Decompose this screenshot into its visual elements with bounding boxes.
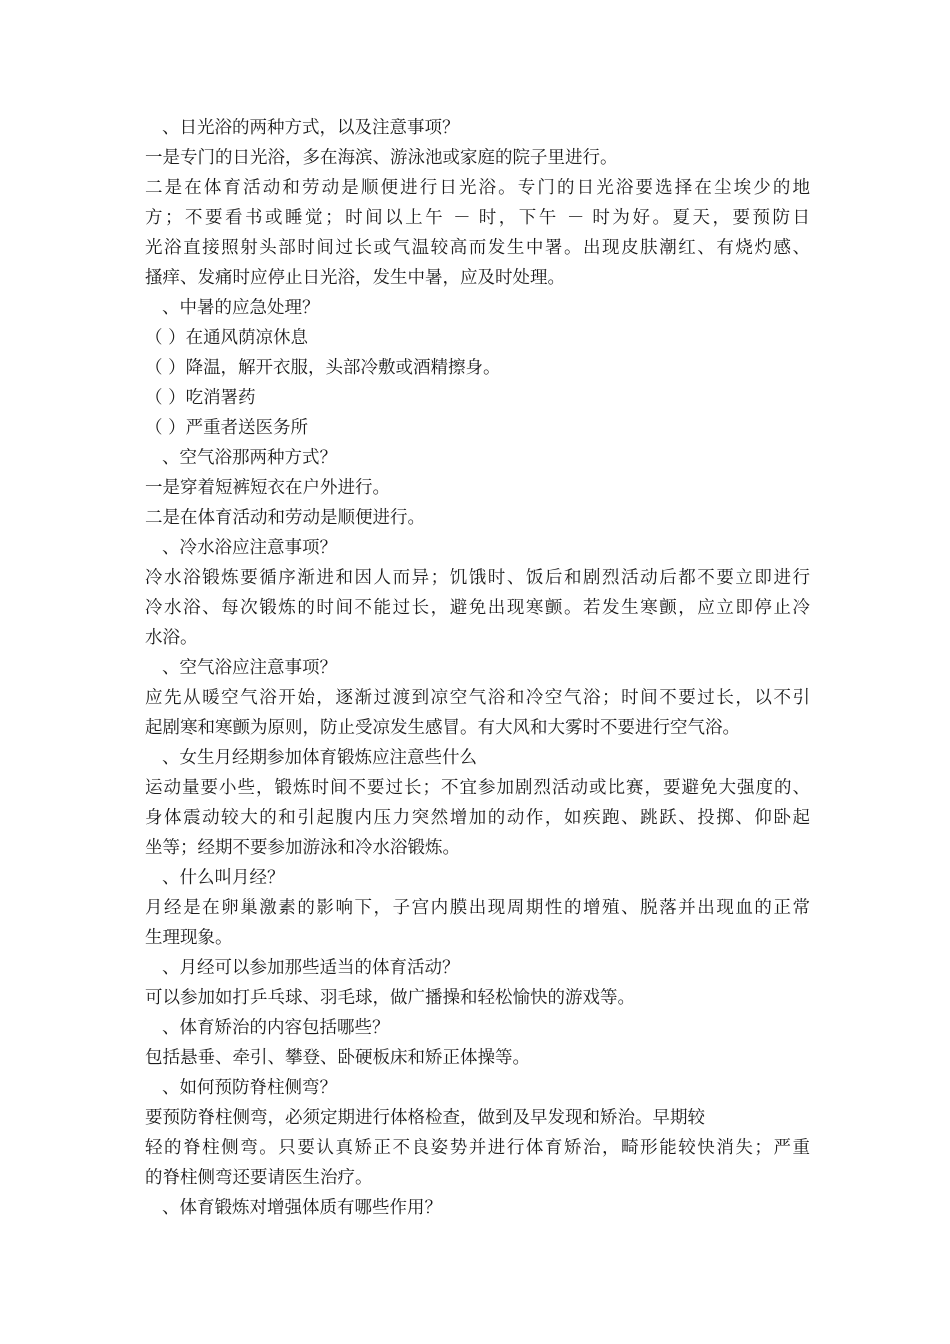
question-heading: 、日光浴的两种方式，以及注意事项？ [162, 118, 460, 138]
question-heading: 、空气浴那两种方式？ [162, 448, 337, 468]
question-heading: 、体育矫治的内容包括哪些？ [162, 1018, 390, 1038]
answer-line: 身体震动较大的和引起腹内压力突然增加的动作，如疾跑、跳跃、投掷、仰卧起 [145, 808, 810, 828]
question-heading: 、体育锻炼对增强体质有哪些作用？ [162, 1198, 442, 1218]
question-heading: 、月经可以参加那些适当的体育活动？ [162, 958, 460, 978]
answer-line: 方；不要看书或睡觉；时间以上午 － 时，下午 － 时为好。夏天，要预防日 [145, 208, 810, 228]
document-page [145, 113, 810, 1223]
answer-line: 可以参加如打乒乓球、羽毛球，做广播操和轻松愉快的游戏等。 [145, 988, 635, 1008]
answer-line: 要预防脊柱侧弯，必须定期进行体格检查，做到及早发现和矫治。早期较 [145, 1108, 705, 1128]
answer-line: 运动量要小些，锻炼时间不要过长；不宜参加剧烈活动或比赛，要避免大强度的、 [145, 778, 810, 798]
answer-line: 二是在体育活动和劳动是顺便进行日光浴。专门的日光浴要选择在尘埃少的地 [145, 178, 810, 198]
answer-line: 包括悬垂、牵引、攀登、卧硬板床和矫正体操等。 [145, 1048, 530, 1068]
answer-line: 二是在体育活动和劳动是顺便进行。 [145, 508, 425, 528]
answer-line: 轻的脊柱侧弯。只要认真矫正不良姿势并进行体育矫治，畸形能较快消失；严重 [145, 1138, 810, 1158]
question-heading: 、什么叫月经？ [162, 868, 285, 888]
answer-line: 搔痒、发痛时应停止日光浴，发生中暑，应及时处理。 [145, 268, 565, 288]
question-heading: 、如何预防脊柱侧弯？ [162, 1078, 337, 1098]
answer-line: （ ）在通风荫凉休息 [145, 328, 309, 348]
question-heading: 、女生月经期参加体育锻炼应注意些什么 [162, 748, 477, 768]
question-heading: 、空气浴应注意事项？ [162, 658, 337, 678]
answer-line: 光浴直接照射头部时间过长或气温较高而发生中署。出现皮肤潮红、有烧灼感、 [145, 238, 810, 258]
question-heading: 、冷水浴应注意事项？ [162, 538, 337, 558]
answer-line: （ ）严重者送医务所 [145, 418, 309, 438]
answer-line: 一是穿着短裤短衣在户外进行。 [145, 478, 390, 498]
answer-line: 冷水浴锻炼要循序渐进和因人而异；饥饿时、饭后和剧烈活动后都不要立即进行 [145, 568, 810, 588]
answer-line: 水浴。 [145, 628, 198, 648]
answer-line: 坐等；经期不要参加游泳和冷水浴锻炼。 [145, 838, 460, 858]
answer-line: 的脊柱侧弯还要请医生治疗。 [145, 1168, 373, 1188]
answer-line: 起剧寒和寒颤为原则，防止受凉发生感冒。有大风和大雾时不要进行空气浴。 [145, 718, 740, 738]
answer-line: 冷水浴、每次锻炼的时间不能过长，避免出现寒颤。若发生寒颤，应立即停止冷 [145, 598, 810, 618]
question-heading: 、中暑的应急处理？ [162, 298, 320, 318]
answer-line: 月经是在卵巢激素的影响下，子宫内膜出现周期性的增殖、脱落并出现血的正常 [145, 898, 810, 918]
answer-line: （ ）吃消署药 [145, 388, 256, 408]
answer-line: 一是专门的日光浴，多在海滨、游泳池或家庭的院子里进行。 [145, 148, 618, 168]
answer-line: 应先从暖空气浴开始，逐渐过渡到凉空气浴和冷空气浴；时间不要过长，以不引 [145, 688, 810, 708]
answer-line: （ ）降温，解开衣服，头部冷敷或酒精擦身。 [145, 358, 501, 378]
answer-line: 生理现象。 [145, 928, 233, 948]
